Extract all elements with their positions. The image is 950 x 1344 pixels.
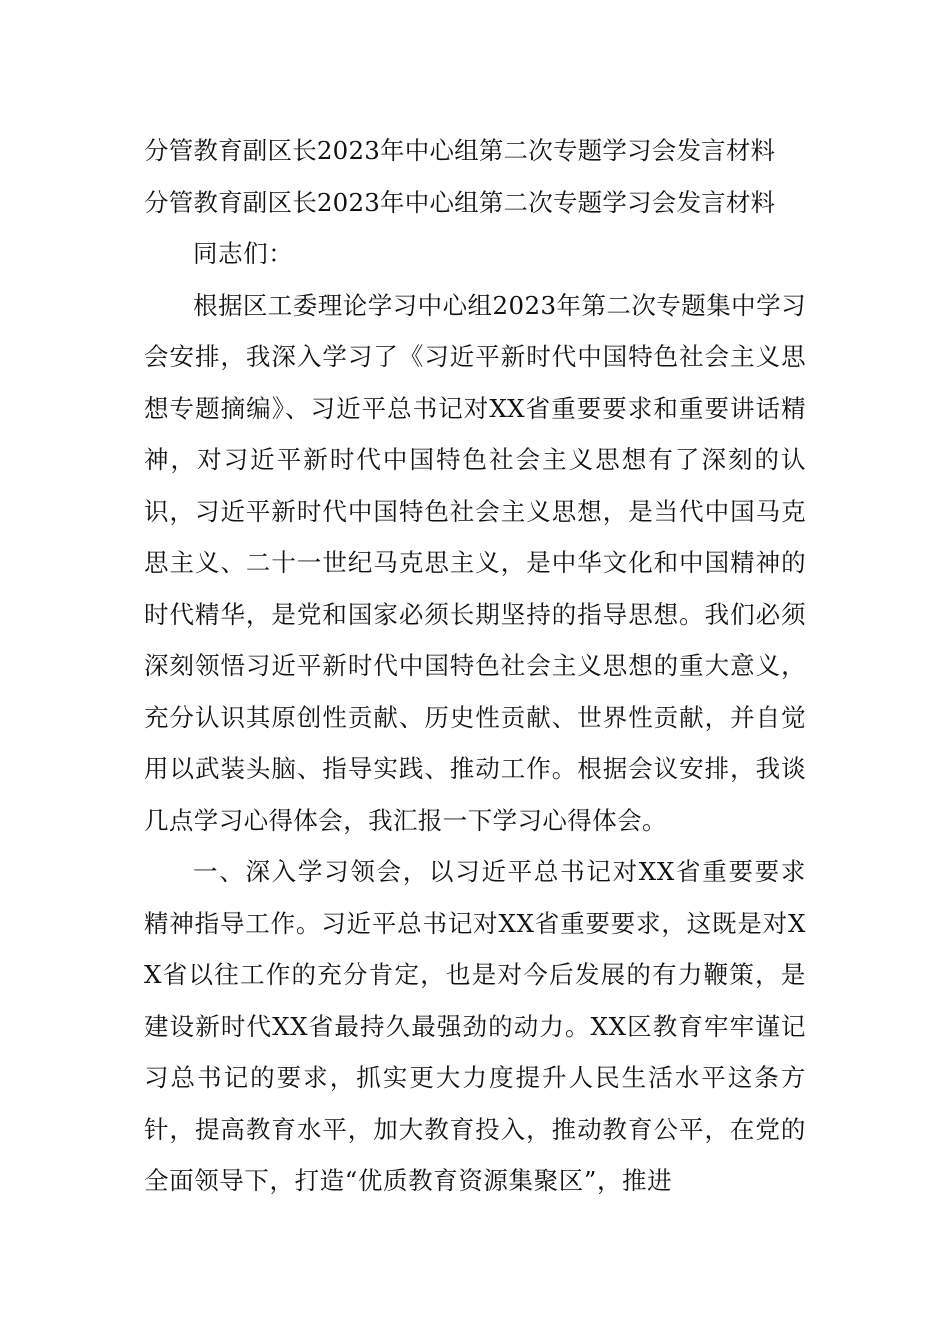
document-body — [144, 125, 806, 1207]
paragraph-2: 一、深入学习领会，以习近平总书记对XX省重要要求精神指导工作。习近平总书记对XX省重要要求，这既是对XX省以往工作的充分肯定，也是对今后发展的有力鞭策，是建设新时代XX省最持久最强劲的动力。XX区教育牢牢谨记习总书记的要求，抓实更大力度提升人民生活水平这条方针，提高教育水平，加大教育投入，推动教育公平，在党的全面领导下，打造“优质教育资源集聚区”，推进 — [144, 857, 806, 1195]
salutation: 同志们： — [193, 239, 294, 268]
paragraph-1: 根据区工委理论学习中心组2023年第二次专题集中学习会安排，我深入学习了《习近平新时代中国特色社会主义思想专题摘编》、习近平总书记对XX省重要要求和重要讲话精神，对习近平新时代中国特色社会主义思想有了深刻的认识，习近平新时代中国特色社会主义思想，是当代中国马克思主义、二十一世纪马克思主义，是中华文化和中国精神的时代精华，是党和国家必须长期坚持的指导思想。我们必须深刻领悟习近平新时代中国特色社会主义思想的重大意义，充分认识其原创性贡献、历史性贡献、世界性贡献，并自觉用以武装头脑、指导实践、推动工作。根据会议安排，我谈几点学习心得体会，我汇报一下学习心得体会。 — [144, 290, 806, 835]
document-title-line-1: 分管教育副区长2023年中心组第二次专题学习会发言材料 — [144, 136, 776, 165]
document-title-line-2: 分管教育副区长2023年中心组第二次专题学习会发言材料 — [144, 187, 776, 217]
